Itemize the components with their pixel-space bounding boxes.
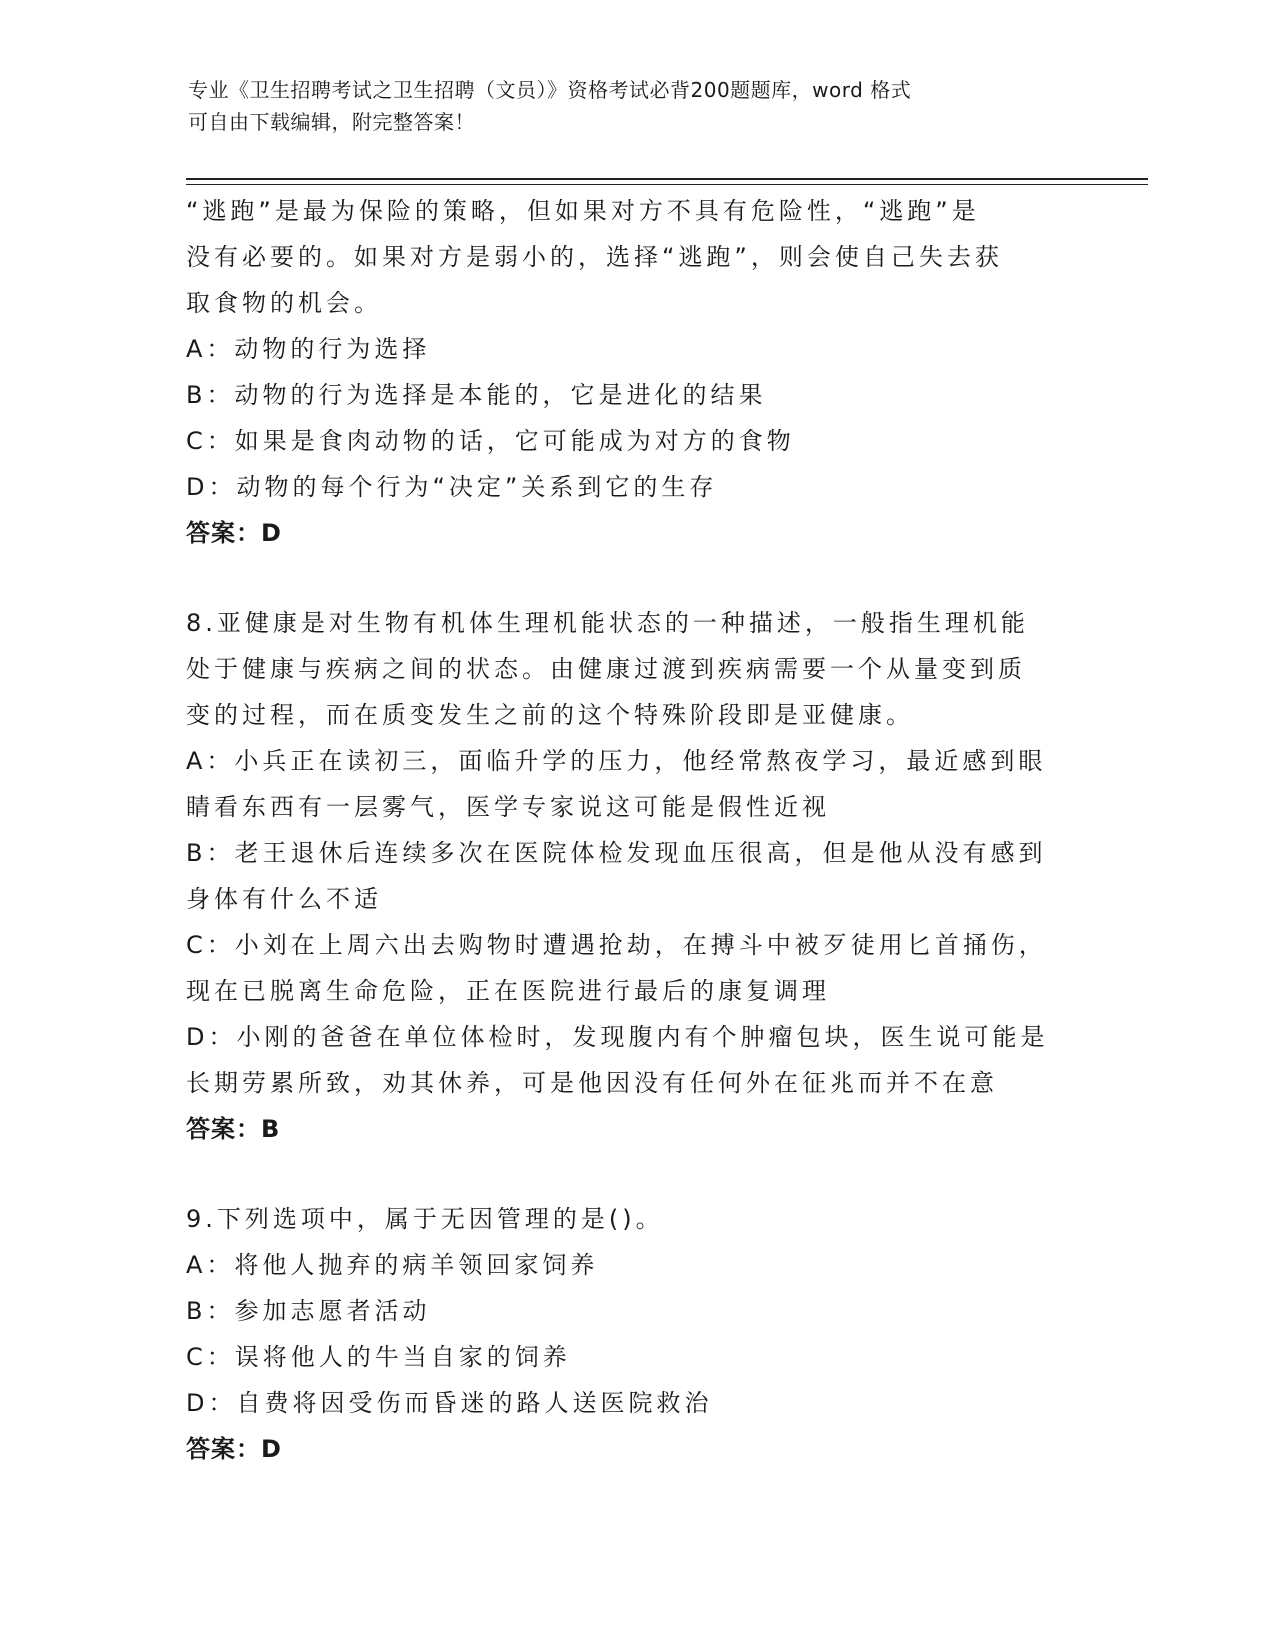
header-line-1: 专业《卫生招聘考试之卫生招聘（文员）》资格考试必背200题题库，word 格式 (188, 78, 912, 102)
question-stem-line: 处于健康与疾病之间的状态。由健康过渡到疾病需要一个从量变到质 (186, 655, 1026, 683)
question-stem-line: “逃跑”是最为保险的策略，但如果对方不具有危险性，“逃跑”是 (186, 197, 980, 225)
question-stem-line: 没有必要的。如果对方是弱小的，选择“逃跑”，则会使自己失去获 (186, 243, 1003, 271)
option-c-continued: 现在已脱离生命危险，正在医院进行最后的康复调理 (186, 977, 830, 1005)
option-b: B：动物的行为选择是本能的，它是进化的结果 (186, 381, 767, 409)
question-list (186, 188, 1086, 1472)
option-b-continued: 身体有什么不适 (186, 885, 382, 913)
option-c: C：误将他人的牛当自家的饲养 (186, 1343, 571, 1371)
header-divider-thin (186, 184, 1148, 185)
option-a-continued: 睛看东西有一层雾气，医学专家说这可能是假性近视 (186, 793, 830, 821)
question-stem-line: 8.亚健康是对生物有机体生理机能状态的一种描述，一般指生理机能 (186, 609, 1029, 637)
question-9 (186, 1196, 1086, 1472)
option-d: D：自费将因受伤而昏迷的路人送医院救治 (186, 1389, 713, 1417)
option-a: A：小兵正在读初三，面临升学的压力，他经常熬夜学习，最近感到眼 (186, 747, 1047, 775)
option-b: B：参加志愿者活动 (186, 1297, 431, 1325)
question-8 (186, 600, 1086, 1152)
question-spacer (186, 556, 1086, 600)
option-b: B：老王退休后连续多次在医院体检发现血压很高，但是他从没有感到 (186, 839, 1047, 867)
question-stem-line: 9.下列选项中，属于无因管理的是()。 (186, 1205, 664, 1233)
option-a: A：动物的行为选择 (186, 335, 431, 363)
document-header (188, 74, 1088, 138)
question-7 (186, 188, 1086, 556)
question-stem-line: 变的过程，而在质变发生之前的这个特殊阶段即是亚健康。 (186, 701, 914, 729)
option-c: C：小刘在上周六出去购物时遭遇抢劫，在搏斗中被歹徒用匕首捅伤， (186, 931, 1047, 959)
option-a: A：将他人抛弃的病羊领回家饲养 (186, 1251, 599, 1279)
option-d: D：小刚的爸爸在单位体检时，发现腹内有个肿瘤包块，医生说可能是 (186, 1023, 1049, 1051)
question-spacer (186, 1152, 1086, 1196)
answer-label: 答案：D (186, 519, 282, 547)
option-d: D：动物的每个行为“决定”关系到它的生存 (186, 473, 718, 501)
question-stem-line: 取食物的机会。 (186, 289, 382, 317)
header-divider-thick (186, 178, 1148, 180)
header-line-2: 可自由下载编辑，附完整答案！ (188, 110, 475, 134)
option-c: C：如果是食肉动物的话，它可能成为对方的食物 (186, 427, 795, 455)
answer-label: 答案：B (186, 1115, 281, 1143)
option-d-continued: 长期劳累所致，劝其休养，可是他因没有任何外在征兆而并不在意 (186, 1069, 998, 1097)
answer-label: 答案：D (186, 1435, 282, 1463)
